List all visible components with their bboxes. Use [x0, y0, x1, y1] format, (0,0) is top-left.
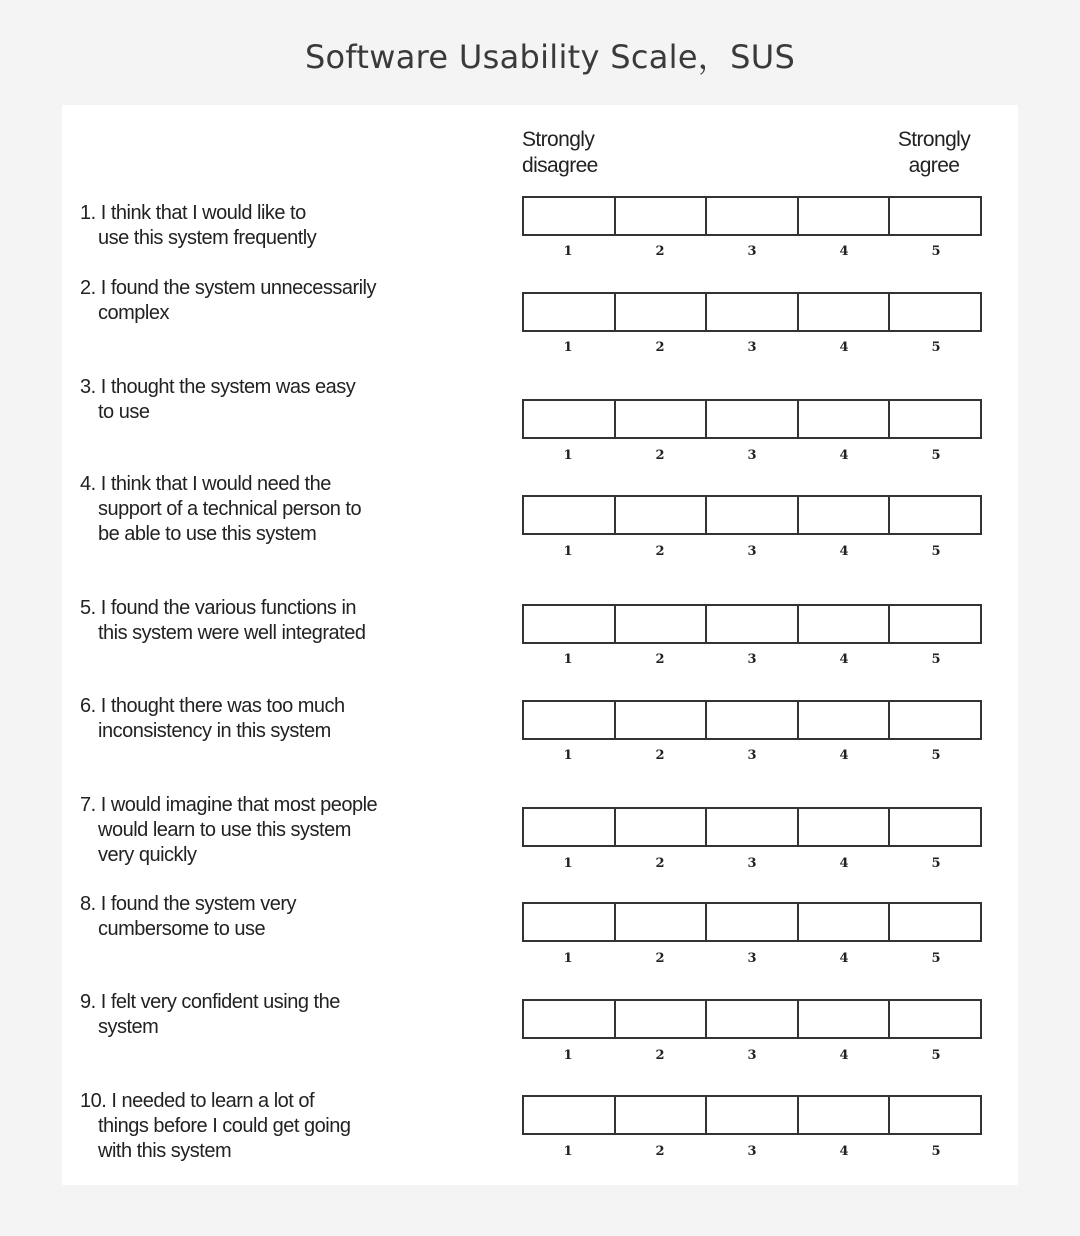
page-title: Software Usability Scale，SUS	[304, 38, 796, 76]
question-2-line: 2. I found the system unnecessarily	[80, 277, 376, 299]
rating-numbers-question-6	[522, 748, 982, 763]
rating-number-1: 1	[563, 448, 573, 463]
rating-number-1: 1	[563, 951, 573, 966]
rating-number-3: 3	[747, 544, 757, 559]
rating-box-q5-4[interactable]	[799, 606, 891, 642]
rating-number-2: 2	[655, 448, 665, 463]
question-1-line: 1. I think that I would like to	[80, 202, 306, 224]
rating-box-q5-5[interactable]	[890, 606, 980, 642]
rating-box-q10-3[interactable]	[707, 1097, 799, 1133]
rating-number-1: 1	[563, 244, 573, 259]
question-4-line: support of a technical person to	[98, 498, 362, 520]
rating-box-q3-4[interactable]	[799, 401, 891, 437]
question-text-6	[80, 694, 440, 744]
rating-number-2: 2	[655, 1048, 665, 1063]
rating-number-5: 5	[931, 244, 941, 259]
rating-box-q4-2[interactable]	[616, 497, 708, 533]
question-10-line: with this system	[98, 1140, 232, 1162]
rating-number-1: 1	[563, 1048, 573, 1063]
question-9-line: system	[98, 1016, 159, 1038]
rating-number-2: 2	[655, 856, 665, 871]
scale-label-disagree	[522, 127, 598, 179]
rating-box-q6-5[interactable]	[890, 702, 980, 738]
rating-number-5: 5	[931, 544, 941, 559]
scale-label-disagree-line1: Strongly	[522, 128, 595, 151]
rating-number-2: 2	[655, 1144, 665, 1159]
rating-boxes-question-1	[522, 196, 982, 236]
rating-number-4: 4	[839, 748, 849, 763]
question-8-line: cumbersome to use	[98, 918, 266, 940]
rating-box-q1-5[interactable]	[890, 198, 980, 234]
rating-box-q7-1[interactable]	[524, 809, 616, 845]
rating-box-q2-1[interactable]	[524, 294, 616, 330]
rating-number-5: 5	[931, 1144, 941, 1159]
question-6-line: 6. I thought there was too much	[80, 695, 345, 717]
rating-box-q7-3[interactable]	[707, 809, 799, 845]
rating-box-q8-5[interactable]	[890, 904, 980, 940]
rating-box-q3-3[interactable]	[707, 401, 799, 437]
questionnaire-sheet	[62, 105, 1018, 1185]
question-10-line: things before I could get going	[98, 1115, 351, 1137]
rating-box-q7-4[interactable]	[799, 809, 891, 845]
question-text-2	[80, 276, 440, 326]
question-3-line: to use	[98, 401, 150, 423]
rating-number-5: 5	[931, 951, 941, 966]
question-4-line: be able to use this system	[98, 523, 317, 545]
rating-boxes-question-6	[522, 700, 982, 740]
question-1-line: use this system frequently	[98, 227, 317, 249]
rating-box-q9-5[interactable]	[890, 1001, 980, 1037]
question-text-3	[80, 375, 440, 425]
rating-number-3: 3	[747, 1144, 757, 1159]
rating-number-3: 3	[747, 856, 757, 871]
rating-box-q3-2[interactable]	[616, 401, 708, 437]
rating-box-q3-5[interactable]	[890, 401, 980, 437]
rating-boxes-question-4	[522, 495, 982, 535]
rating-numbers-question-2	[522, 340, 982, 355]
rating-number-4: 4	[839, 1144, 849, 1159]
rating-box-q3-1[interactable]	[524, 401, 616, 437]
question-6-line: inconsistency in this system	[98, 720, 331, 742]
rating-box-q1-1[interactable]	[524, 198, 616, 234]
rating-numbers-question-9	[522, 1048, 982, 1063]
rating-number-2: 2	[655, 748, 665, 763]
rating-box-q7-2[interactable]	[616, 809, 708, 845]
question-9-line: 9. I felt very confident using the	[80, 991, 340, 1013]
rating-box-q10-5[interactable]	[890, 1097, 980, 1133]
rating-number-2: 2	[655, 951, 665, 966]
rating-number-3: 3	[747, 1048, 757, 1063]
rating-number-2: 2	[655, 544, 665, 559]
rating-box-q4-1[interactable]	[524, 497, 616, 533]
rating-number-4: 4	[839, 544, 849, 559]
rating-boxes-question-2	[522, 292, 982, 332]
rating-numbers-question-3	[522, 448, 982, 463]
rating-box-q2-3[interactable]	[707, 294, 799, 330]
question-5-line: this system were well integrated	[98, 622, 366, 644]
rating-box-q5-2[interactable]	[616, 606, 708, 642]
rating-box-q6-4[interactable]	[799, 702, 891, 738]
rating-numbers-question-10	[522, 1144, 982, 1159]
rating-box-q1-3[interactable]	[707, 198, 799, 234]
rating-box-q8-1[interactable]	[524, 904, 616, 940]
question-7-line: very quickly	[98, 844, 197, 866]
rating-number-2: 2	[655, 652, 665, 667]
rating-number-1: 1	[563, 748, 573, 763]
rating-number-3: 3	[747, 951, 757, 966]
rating-number-5: 5	[931, 748, 941, 763]
rating-box-q4-3[interactable]	[707, 497, 799, 533]
rating-numbers-question-5	[522, 652, 982, 667]
rating-number-1: 1	[563, 652, 573, 667]
rating-box-q8-3[interactable]	[707, 904, 799, 940]
rating-number-1: 1	[563, 340, 573, 355]
rating-number-4: 4	[839, 1048, 849, 1063]
question-text-1	[80, 201, 440, 251]
rating-number-4: 4	[839, 951, 849, 966]
rating-boxes-question-8	[522, 902, 982, 942]
rating-number-2: 2	[655, 244, 665, 259]
question-text-7	[80, 793, 440, 868]
rating-number-5: 5	[931, 340, 941, 355]
rating-number-4: 4	[839, 340, 849, 355]
rating-number-3: 3	[747, 448, 757, 463]
rating-number-3: 3	[747, 244, 757, 259]
rating-boxes-question-3	[522, 399, 982, 439]
rating-number-1: 1	[563, 544, 573, 559]
rating-number-3: 3	[747, 748, 757, 763]
rating-number-5: 5	[931, 652, 941, 667]
rating-numbers-question-7	[522, 856, 982, 871]
rating-boxes-question-5	[522, 604, 982, 644]
scale-label-agree	[894, 127, 974, 179]
question-text-5	[80, 596, 440, 646]
rating-number-1: 1	[563, 856, 573, 871]
rating-number-5: 5	[931, 448, 941, 463]
rating-box-q5-1[interactable]	[524, 606, 616, 642]
question-7-line: 7. I would imagine that most people	[80, 794, 378, 816]
question-4-line: 4. I think that I would need the	[80, 473, 331, 495]
rating-box-q9-1[interactable]	[524, 1001, 616, 1037]
rating-box-q9-4[interactable]	[799, 1001, 891, 1037]
rating-box-q4-5[interactable]	[890, 497, 980, 533]
question-7-line: would learn to use this system	[98, 819, 351, 841]
rating-number-5: 5	[931, 1048, 941, 1063]
rating-boxes-question-10	[522, 1095, 982, 1135]
rating-box-q6-1[interactable]	[524, 702, 616, 738]
question-text-8	[80, 892, 440, 942]
question-3-line: 3. I thought the system was easy	[80, 376, 356, 398]
rating-number-5: 5	[931, 856, 941, 871]
rating-box-q6-2[interactable]	[616, 702, 708, 738]
rating-boxes-question-9	[522, 999, 982, 1039]
question-5-line: 5. I found the various functions in	[80, 597, 357, 619]
question-2-line: complex	[98, 302, 169, 324]
rating-numbers-question-4	[522, 544, 982, 559]
rating-box-q5-3[interactable]	[707, 606, 799, 642]
rating-box-q2-2[interactable]	[616, 294, 708, 330]
rating-box-q1-4[interactable]	[799, 198, 891, 234]
rating-box-q8-4[interactable]	[799, 904, 891, 940]
rating-number-4: 4	[839, 856, 849, 871]
rating-number-3: 3	[747, 340, 757, 355]
rating-number-4: 4	[839, 652, 849, 667]
scale-label-disagree-line2: disagree	[522, 154, 598, 177]
question-text-4	[80, 472, 440, 547]
rating-box-q2-5[interactable]	[890, 294, 980, 330]
rating-box-q9-2[interactable]	[616, 1001, 708, 1037]
rating-box-q4-4[interactable]	[799, 497, 891, 533]
question-text-9	[80, 990, 440, 1040]
rating-boxes-question-7	[522, 807, 982, 847]
rating-box-q2-4[interactable]	[799, 294, 891, 330]
rating-box-q10-1[interactable]	[524, 1097, 616, 1133]
rating-number-4: 4	[839, 448, 849, 463]
question-text-10	[80, 1089, 440, 1164]
question-8-line: 8. I found the system very	[80, 893, 296, 915]
rating-box-q9-3[interactable]	[707, 1001, 799, 1037]
question-10-line: 10. I needed to learn a lot of	[80, 1090, 315, 1112]
rating-number-1: 1	[563, 1144, 573, 1159]
rating-numbers-question-1	[522, 244, 982, 259]
rating-box-q6-3[interactable]	[707, 702, 799, 738]
rating-box-q7-5[interactable]	[890, 809, 980, 845]
rating-box-q10-4[interactable]	[799, 1097, 891, 1133]
rating-box-q10-2[interactable]	[616, 1097, 708, 1133]
rating-box-q1-2[interactable]	[616, 198, 708, 234]
rating-number-3: 3	[747, 652, 757, 667]
rating-box-q8-2[interactable]	[616, 904, 708, 940]
rating-number-4: 4	[839, 244, 849, 259]
scale-label-agree-line2: agree	[908, 154, 960, 177]
rating-numbers-question-8	[522, 951, 982, 966]
scale-label-agree-line1: Strongly	[897, 128, 971, 151]
rating-number-2: 2	[655, 340, 665, 355]
